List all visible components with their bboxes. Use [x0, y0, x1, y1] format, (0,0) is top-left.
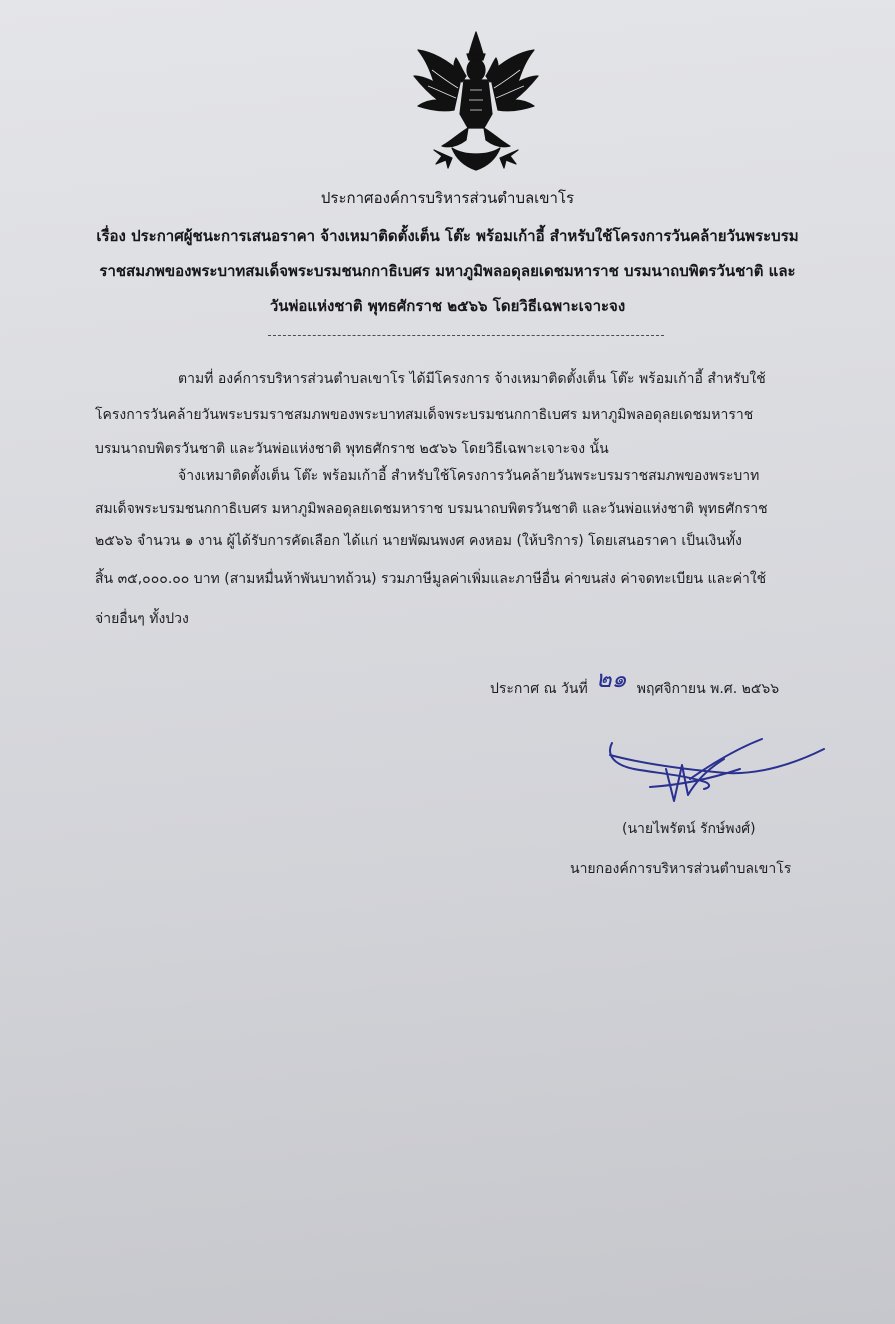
body-line: ๒๕๖๖ จำนวน ๑ งาน ผู้ได้รับการคัดเลือก ได้แก่ นายพัฒนพงศ คงหอม (ให้บริการ) โดยเสนอราคา เป็นเงินทั้ง	[95, 533, 742, 549]
body-line: บรมนาถบพิตรวันชาติ และวันพ่อแห่งชาติ พุทธศักราช ๒๕๖๖ โดยวิธีเฉพาะเจาะจง นั้น	[95, 441, 609, 457]
subject-line: วันพ่อแห่งชาติ พุทธศักราช ๒๕๖๖ โดยวิธีเฉพาะเจาะจง	[269, 297, 626, 315]
garuda-emblem-icon	[412, 30, 540, 172]
handwritten-signature-icon	[600, 725, 835, 815]
body-line: โครงการวันคล้ายวันพระบรมราชสมภพของพระบาทสมเด็จพระบรมชนกกาธิเบศร มหาภูมิพลอดุลยเดชมหาราช	[95, 407, 754, 423]
dashed-divider	[268, 335, 664, 336]
signer-position: นายกองค์การบริหารส่วนตำบลเขาโร	[570, 861, 792, 877]
body-line: จ่ายอื่นๆ ทั้งปวง	[95, 611, 189, 627]
signer-name: (นายไพรัตน์ รักษ์พงศ์)	[622, 821, 756, 837]
subject-line: ราชสมภพของพระบาทสมเด็จพระบรมชนกกาธิเบศร มหาภูมิพลอดุลยเดชมหาราช บรมนาถบพิตรวันชาติ และ	[99, 262, 796, 280]
announcement-date	[490, 665, 779, 704]
agency-title: ประกาศองค์การบริหารส่วนตำบลเขาโร	[320, 189, 575, 207]
body-line: ตามที่ องค์การบริหารส่วนตำบลเขาโร ได้มีโครงการ จ้างเหมาติดตั้งเต็น โต๊ะ พร้อมเก้าอี้ สำหรับใช้	[178, 371, 766, 387]
date-suffix: พฤศจิกายน พ.ศ. ๒๕๖๖	[636, 681, 780, 697]
body-line: จ้างเหมาติดตั้งเต็น โต๊ะ พร้อมเก้าอี้ สำหรับใช้โครงการวันคล้ายวันพระบรมราชสมภพของพระบาท	[178, 468, 760, 484]
subject-line: เรื่อง ประกาศผู้ชนะการเสนอราคา จ้างเหมาติดตั้งเต็น โต๊ะ พร้อมเก้าอี้ สำหรับใช้โครงการวันคล้ายวันพระบรม	[96, 227, 799, 245]
handwritten-day: ๒๑	[595, 665, 627, 693]
body-line: สิ้น ๓๕,๐๐๐.๐๐ บาท (สามหมื่นห้าพันบาทถ้วน) รวมภาษีมูลค่าเพิ่มและภาษีอื่น ค่าขนส่ง ค่าจดทะเบียน และค่าใช้	[95, 571, 767, 587]
body-line: สมเด็จพระบรมชนกกาธิเบศร มหาภูมิพลอดุลยเดชมหาราช บรมนาถบพิตรวันชาติ และวันพ่อแห่งชาติ พุทธศักราช	[95, 501, 768, 517]
date-prefix: ประกาศ ณ วันที่	[490, 681, 588, 697]
